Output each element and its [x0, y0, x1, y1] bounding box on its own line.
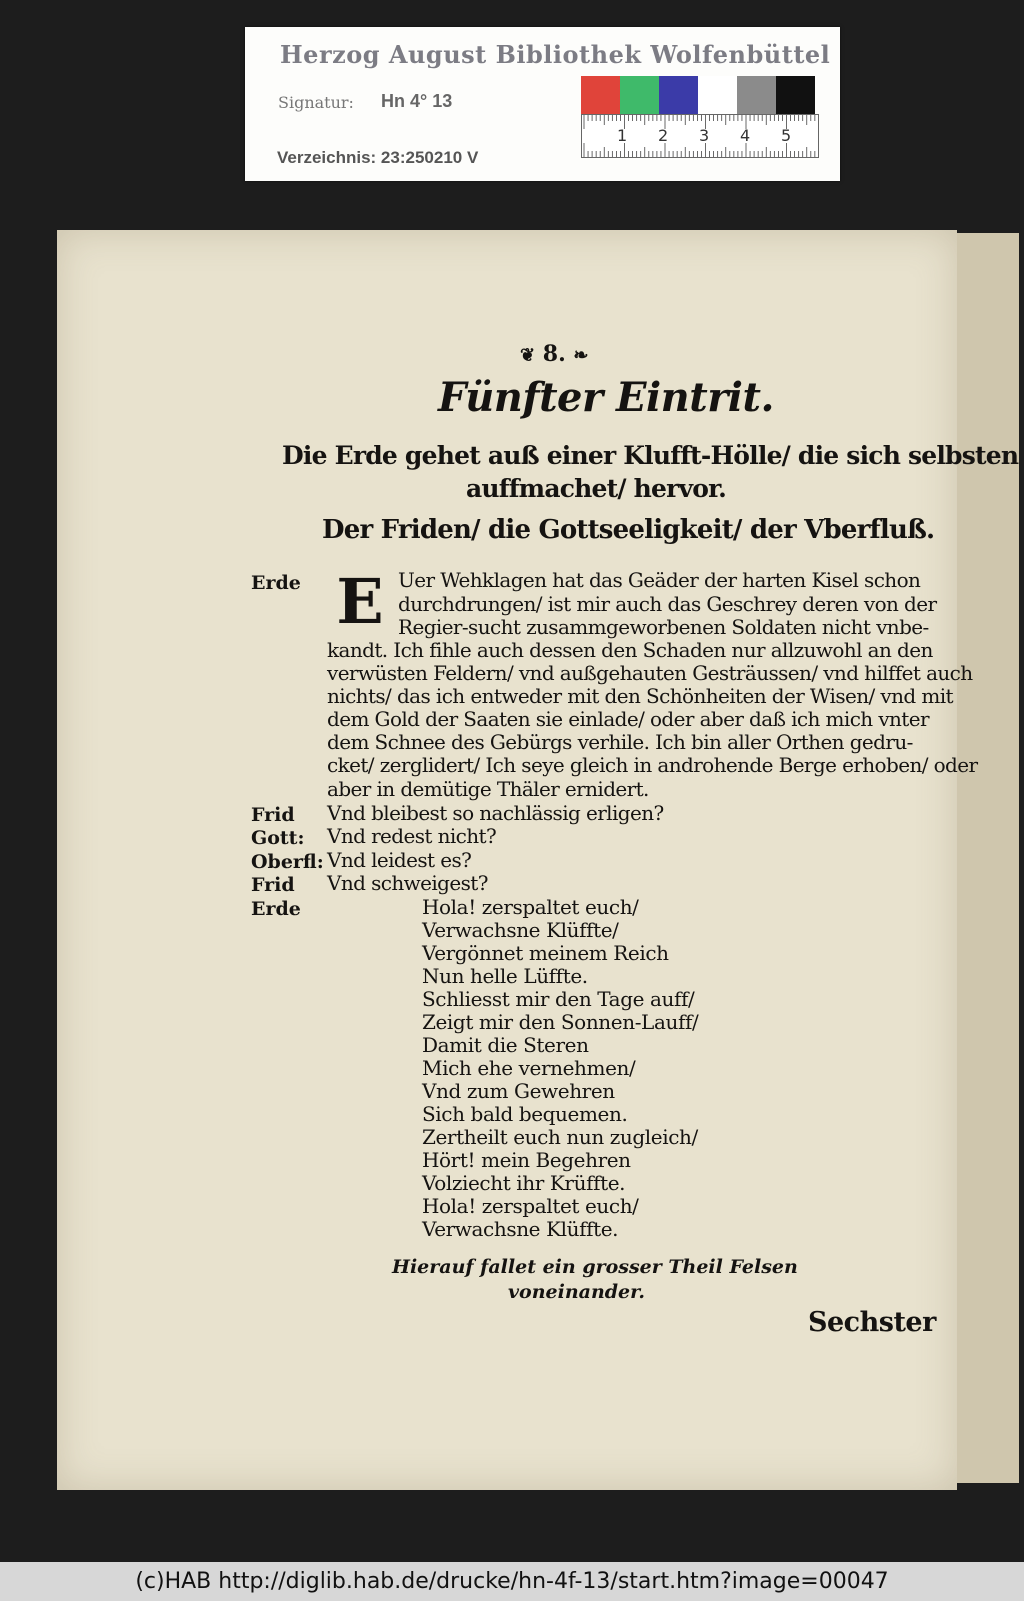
speaker-label: Oberfl:: [251, 851, 324, 873]
page-number: [520, 341, 589, 367]
speech-line: cket/ zerglidert/ Ich seye gleich in androhende Berge erhoben/ oder: [327, 753, 978, 777]
signatur-label: Signatur:: [278, 93, 354, 112]
speaker-label: Gott:: [251, 827, 305, 849]
library-card: [245, 27, 840, 181]
ruler-number: 5: [781, 126, 792, 145]
verse-line: Verwachsne Klüffte.: [422, 1217, 619, 1241]
swatch-red: [581, 76, 620, 114]
ornament-right-icon: ❧: [573, 345, 589, 366]
verse-line: Vergönnet meinem Reich: [422, 941, 669, 965]
speech-line: kandt. Ich fihle auch dessen den Schaden nur allzuwohl an den: [327, 638, 933, 662]
speech-line: dem Schnee des Gebürgs verhile. Ich bin aller Orthen gedru-: [327, 730, 913, 754]
dialogue-line: Vnd redest nicht?: [327, 824, 497, 848]
verse-line: Damit die Steren: [422, 1033, 589, 1057]
verse-line: Sich bald bequemen.: [422, 1102, 628, 1126]
verse-line: Hola! zerspaltet euch/: [422, 1194, 639, 1218]
stage-direction-line-1: Hierauf fallet ein grosser Theil Felsen: [392, 1256, 798, 1278]
ruler-number: 3: [699, 126, 710, 145]
dialogue-line: Vnd schweigest?: [327, 871, 488, 895]
speech-line: nichts/ das ich entweder mit den Schönheiten der Wisen/ vnd mit: [327, 684, 953, 708]
speech-line: verwüsten Feldern/ vnd außgehauten Gesträussen/ vnd hilffet auch: [327, 661, 973, 685]
ruler-number: 2: [658, 126, 669, 145]
swatch-white: [698, 76, 737, 114]
verse-line: Zeigt mir den Sonnen-Lauff/: [422, 1010, 699, 1034]
characters-line: Der Friden/ die Gottseeligkeit/ der Vberfluß.: [322, 515, 935, 545]
speaker-label: Frid: [251, 804, 295, 826]
subheading-line-2: auffmachet/ hervor.: [466, 474, 727, 503]
verse-line: Vnd zum Gewehren: [422, 1079, 615, 1103]
swatch-green: [620, 76, 659, 114]
speaker-label: Erde: [251, 898, 301, 920]
dialogue-line: Vnd leidest es?: [327, 848, 472, 872]
verse-line: Mich ehe vernehmen/: [422, 1056, 636, 1080]
speech-line: dem Gold der Saaten sie einlade/ oder aber daß ich mich vnter: [327, 707, 929, 731]
ruler-number: 4: [740, 126, 751, 145]
stage-direction-line-2: voneinander.: [508, 1281, 646, 1303]
verse-line: Verwachsne Klüffte/: [422, 918, 619, 942]
speech-line: durchdrungen/ ist mir auch das Geschrey deren von der: [398, 592, 937, 616]
signatur-value: Hn 4° 13: [381, 91, 453, 111]
scale-ruler: [581, 114, 819, 158]
swatch-blue: [659, 76, 698, 114]
verse-line: Schliesst mir den Tage auff/: [422, 987, 695, 1011]
decorated-initial: E: [336, 565, 384, 638]
dialogue-line: Vnd bleibest so nachlässig erligen?: [327, 801, 664, 825]
verse-line: Zertheilt euch nun zugleich/: [422, 1125, 698, 1149]
swatch-gray: [737, 76, 776, 114]
speech-line: Uer Wehklagen hat das Geäder der harten Kisel schon: [398, 568, 921, 592]
subheading-line-1: Die Erde gehet auß einer Klufft-Hölle/ die sich selbsten: [282, 441, 1019, 470]
color-swatches: [581, 76, 815, 114]
catchword: Sechster: [808, 1307, 936, 1338]
page-heading: Fünfter Eintrit.: [438, 374, 774, 421]
speaker-label: Frid: [251, 874, 295, 896]
ruler-number: 1: [617, 126, 628, 145]
verse-line: Hola! zerspaltet euch/: [422, 895, 639, 919]
page-number-value: 8.: [542, 341, 566, 367]
citation-footer: (c)HAB http://diglib.hab.de/drucke/hn-4f-13/start.htm?image=00047: [0, 1562, 1024, 1601]
verzeichnis-text: Verzeichnis: 23:250210 V: [277, 148, 479, 167]
library-name: Herzog August Bibliothek Wolfenbüttel: [280, 40, 831, 69]
swatch-black: [776, 76, 815, 114]
speech-line: aber in demütige Thäler ernidert.: [327, 777, 649, 801]
speech-line: Regier-sucht zusammgeworbenen Soldaten nicht vnbe-: [398, 615, 929, 639]
speaker-label: Erde: [251, 572, 301, 594]
ornament-left-icon: ❦: [520, 345, 536, 366]
verse-line: Hört! mein Begehren: [422, 1148, 631, 1172]
verse-line: Nun helle Lüffte.: [422, 964, 588, 988]
verse-line: Volziecht ihr Krüffte.: [422, 1171, 626, 1195]
